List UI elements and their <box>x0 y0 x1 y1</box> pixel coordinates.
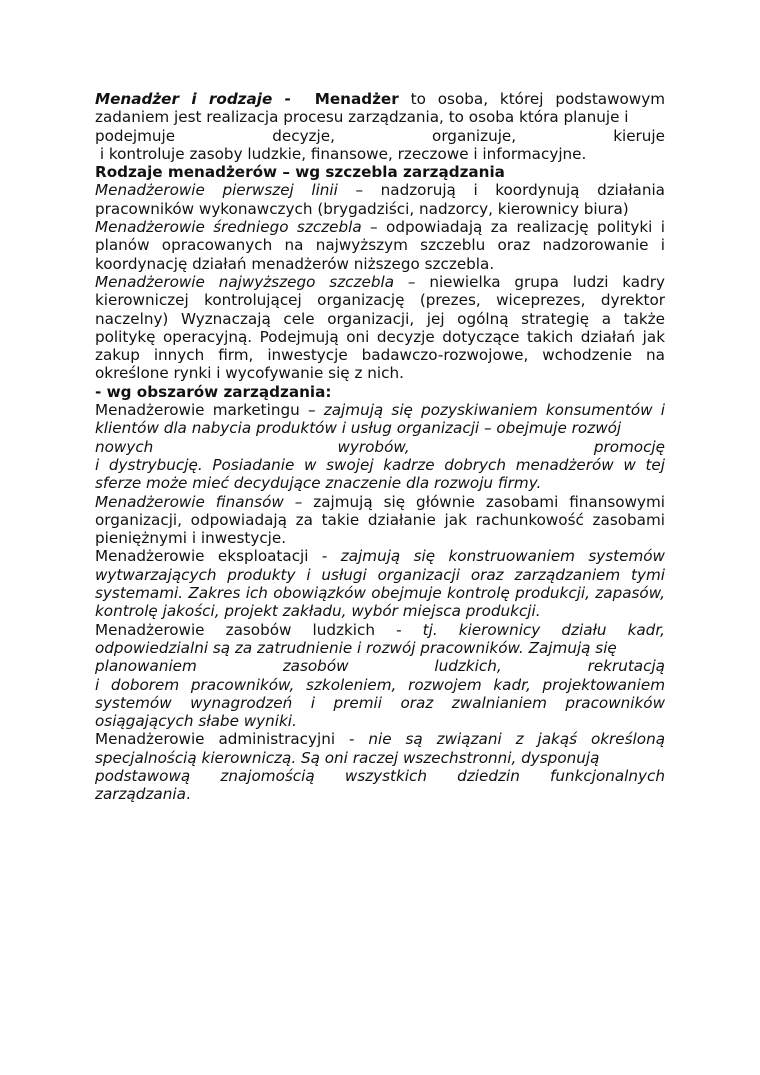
administracja-desc-b: podstawową znajomością wszystkich dziedzin funkcjonalnych <box>95 766 665 785</box>
zasoby-desc-b: planowaniem zasobów ludzkich, rekrutacją <box>95 657 665 676</box>
section1-item-term: Menadżerowie średniego szczebla <box>95 218 362 237</box>
zasoby-term: Menadżerowie zasobów ludzkich - <box>95 620 402 639</box>
section1-item-first-line <box>95 181 665 218</box>
section1-item-desc: – nadzorują i koordynują działania pracowników wykonawczych (brygadziści, nadzorcy, kierownicy biura) <box>95 181 665 218</box>
administracja-last-line <box>95 785 665 803</box>
intro-paragraph <box>95 90 665 127</box>
section1-item-top <box>95 273 665 383</box>
administracja-desc-a: nie są związani z jakąś określoną specjalnością kierowniczą. Są oni raczej wszechstronni, dysponują <box>95 730 665 767</box>
section1-item-term: Menadżerowie pierwszej linii <box>95 181 338 200</box>
marketing-paragraph <box>95 401 665 438</box>
intro-heading: Menadżer i rodzaje - <box>95 90 291 108</box>
administracja-desc-c: zarządzania <box>95 785 186 804</box>
marketing-term: Menadżerowie marketingu <box>95 401 300 420</box>
finanse-paragraph <box>95 493 665 548</box>
intro-line1-rest: to osoba, której podstawowym <box>398 90 665 108</box>
intro-line4: i kontroluje zasoby ludzkie, finansowe, rzeczowe i informacyjne. <box>99 144 587 163</box>
section1-heading: Rodzaje menadżerów – wg szczebla zarządzania <box>95 163 505 182</box>
zasoby-desc-a: tj. kierownicy działu kadr, odpowiedzialni są za zatrudnienie i rozwój pracowników. Zajmują się <box>95 620 665 657</box>
document-page <box>95 90 665 804</box>
intro-line3: podejmuje decyzje, organizuje, kieruje <box>95 126 665 145</box>
section2-heading: - wg obszarów zarządzania: <box>95 382 332 401</box>
marketing-desc-b: nowych wyrobów, promocję <box>95 437 665 456</box>
eksploatacja-desc: zajmują się konstruowaniem systemów wytwarzających produkty i usługi organizacji oraz zarządzaniem tymi systemami. Zakres ich obowiązków obejmuje kontrolę produkcji, zapasów, kontrolę jakości, projekt zakładu, wybór miejsca produkcji. <box>95 547 665 621</box>
section1-item-term: Menadżerowie najwyższego szczebla <box>95 272 394 291</box>
marketing-desc-c: i dystrybucję. Posiadanie w swojej kadrze dobrych menadżerów w tej sferze może mieć decydujące znaczenie dla rozwoju firmy. <box>95 455 665 493</box>
eksploatacja-term: Menadżerowie eksploatacji - <box>95 547 328 566</box>
eksploatacja-paragraph <box>95 547 665 620</box>
administracja-paragraph <box>95 730 665 767</box>
finanse-desc: – zajmują się głównie zasobami finansowymi organizacji, odpowiadają za takie działanie jak rachunkowość zasobami pieniężnymi i inwestycje. <box>95 492 665 548</box>
intro-line2: zadaniem jest realizacja procesu zarządzania, to osoba która planuje i <box>95 108 629 127</box>
finanse-term: Menadżerowie finansów <box>95 492 284 511</box>
section1-item-desc: – niewielka grupa ludzi kadry kierowniczej kontrolującej organizację (prezes, wiceprezes, dyrektor naczelny) Wyznaczają cele organizacji, jej ogólną strategię a także politykę operacyjną. Podejmują oni decyzje dotyczące takich działań jak zakup innych firm, inwestycje badawczo-rozwojowe, wchodzenie na określone rynki i wycofywanie się z nich. <box>95 272 665 383</box>
section1-item-desc: – odpowiadają za realizację polityki i planów opracowanych na najwyższym szczeblu oraz nadzorowanie i koordynację działań menadżerów niższego szczebla. <box>95 218 665 273</box>
marketing-desc-a: – zajmują się pozyskiwaniem konsumentów i klientów dla nabycia produktów i usług organizacji – obejmuje rozwój <box>95 401 665 438</box>
zasoby-desc-c: i doborem pracowników, szkoleniem, rozwojem kadr, projektowaniem systemów wynagrodzeń i premii oraz zwalnianiem pracowników osiągających słabe wyniki. <box>95 675 665 731</box>
section1-item-middle <box>95 218 665 273</box>
administracja-term: Menadżerowie administracyjni - <box>95 730 355 749</box>
zasoby-paragraph <box>95 621 665 658</box>
intro-term: Menadżer <box>314 90 399 108</box>
administracja-desc-end: . <box>185 785 191 804</box>
